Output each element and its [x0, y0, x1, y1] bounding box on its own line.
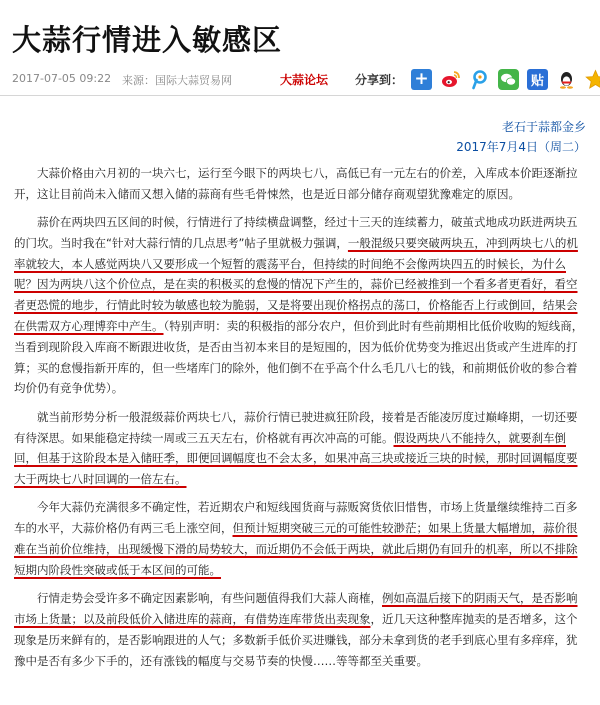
plus-icon[interactable]: +: [411, 69, 432, 90]
forum-link[interactable]: 大蒜论坛: [280, 73, 329, 87]
body-text: 就当前形势分析一般混级蒜价两块七八，蒜价行情已驶进疯狂阶段，接着是否能凌厉度过巅峰期，一切还要有待深思。如果能稳定持续一周或三五天左右，价格就有再次冲高的可能。: [14, 409, 578, 445]
tieba-icon[interactable]: 贴: [527, 69, 548, 90]
byline: [456, 117, 586, 157]
paragraph-5: [14, 588, 588, 671]
publish-date: 2017-07-05 09:22: [12, 72, 112, 85]
share-label: 分享到：: [355, 72, 404, 87]
body-text: 今年大蒜仍充满很多不确定性，若近期农户和短线囤货商与蒜贩窝货依旧惜售，市场上货量继续维持二百多车的水平，大蒜价格仍有两三毛上涨空间，: [14, 500, 578, 536]
underlined-text: 但预计短期突破三元的可能性较渺茫；如果上货量大幅增加，蒜价很难在当前价位维持，出现缓慢下滑的局势较大，而近期仍不会低于两块，就此后期仍有回升的机率，所以不排除短期内阶段性突破或低于本区间的可能。: [14, 521, 578, 577]
byline-author: 老石于蒜都金乡: [501, 120, 586, 134]
article-body: [14, 163, 588, 679]
weibo-icon[interactable]: [440, 69, 461, 90]
header-divider: [0, 95, 600, 96]
body-text: ，近几天这种整库抛卖的是否增多，这个现象是历来鲜有的，是否影响跟进的人气；多数新手低价买进赚钱，部分未拿到货的老手到底心里有多痒痒，犹豫中是否有多少下手的，还有涨钱的幅度与交易节奏的快慢……等等都至关重要。: [14, 611, 578, 668]
star-icon[interactable]: [585, 69, 600, 90]
paragraph-1: [14, 163, 588, 205]
tencent-weibo-icon[interactable]: [469, 69, 490, 90]
article-source: 来源：国际大蒜贸易网: [122, 74, 232, 87]
body-text: （特别声明：卖的积极指的部分农户，但价到此时有些前期相比低价收购的短线商，当看到现阶段入库商不断跟进收货，是否由当初本来目的是短囤的，因为低价优势变为推迟出货或产生进库的打算；买的怠慢指新开库的，但一些堵库门的除外，他们倒不在乎高个什么毛几八七的钱，和前期低价收的参合着均价仍有竞争优势）。: [14, 319, 584, 396]
body-text: 蒜价在两块四五区间的时候，行情进行了持续横盘调整，经过十三天的连续蓄力，破茧式地成功跃进两块五的门坎。当时我在“针对大蒜行情的几点思考”帖子里就极力强调，: [14, 215, 578, 250]
paragraph-4: [14, 497, 588, 580]
article-title: 大蒜行情进入敏感区: [12, 23, 283, 57]
underlined-text: 一般混级只要突破两块五，冲到两块七八的机率就较大，本人感觉两块八又要形成一个短暂的震荡平台，但持续的时间绝不会像两块四五的时候长，为什么呢？因为两块八这个价位点，是在卖的积极买的怠慢的情况下产生的，蒜价已经被推到一个看多者更看好，看空者更恐慌的地步，行情此时较为敏感也较为脆弱，又是将要出现价格拐点的荡口，价格能否上行或倒回，结果会在供需双方心理博弈中产生。: [14, 235, 578, 334]
paragraph-2: [14, 212, 588, 399]
underlined-text: 假设两块八不能持久，就要刹车倒回，但基于这阶段本是入储旺季，即便回调幅度也不会太多，如果冲高三块或接近三块的时候，那时回调幅度要大于两块七八时回调的一倍左右。: [14, 430, 578, 487]
byline-date: 2017年7月4日（周二）: [456, 140, 586, 154]
body-text: 行情走势会受许多不确定因素影响，有些问题值得我们大蒜人商榷，: [37, 591, 382, 606]
qq-icon[interactable]: [556, 69, 577, 90]
wechat-icon[interactable]: [498, 69, 519, 90]
body-text: 大蒜价格由六月初的一块六七，运行至今眼下的两块七八，高低已有一元左右的价差，入库成本价距逐渐拉开，这让目前尚未入储而又想入储的蒜商有些毛骨悚然，也是近日部分储存商观望犹豫难定的原因。: [14, 166, 578, 201]
share-bar: [355, 67, 600, 91]
article-meta: [12, 67, 592, 91]
underlined-text: 例如高温后接下的阴雨天气，是否影响市场上货量；以及前段低价入储进库的蒜商，有借势连库带货出卖现象: [14, 591, 578, 626]
paragraph-3: [14, 407, 588, 490]
